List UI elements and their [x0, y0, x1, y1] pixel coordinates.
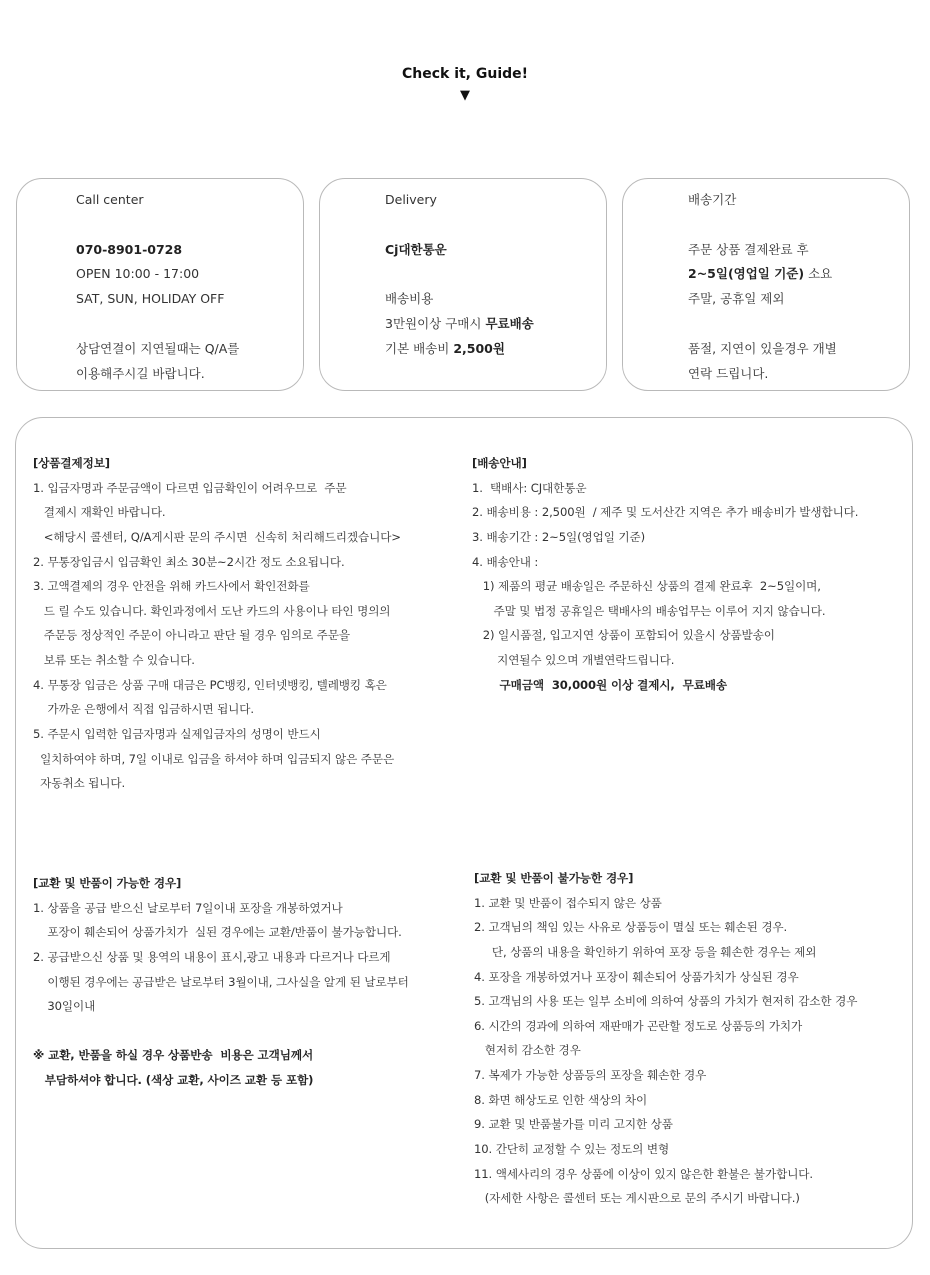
list-item: 단, 상품의 내용을 확인하기 위하여 포장 등을 훼손한 경우는 제외	[474, 944, 817, 959]
list-item: 현저히 감소한 경우	[474, 1043, 581, 1058]
card-title: Call center	[76, 192, 144, 207]
payment-info-section	[33, 451, 401, 796]
list-item: 11. 액세사리의 경우 상품에 이상이 있지 않은한 환불은 불가합니다.	[474, 1166, 813, 1181]
list-item: 1. 상품을 공급 받으신 날로부터 7일이내 포장을 개봉하였거나	[33, 900, 343, 915]
soldout-notice: 품절, 지연이 있을경우 개별	[688, 340, 837, 356]
base-shipping-info: 기본 배송비 2,500원	[385, 340, 505, 356]
list-item: 자동취소 됩니다.	[33, 776, 126, 791]
shipping-cost-label: 배송비용	[385, 291, 434, 307]
list-item: 2) 일시품절, 입고지연 상품이 포함되어 있을시 상품발송이	[472, 628, 775, 643]
free-shipping-highlight: 무료배송	[485, 315, 534, 331]
shipping-info-section	[472, 451, 858, 697]
delivery-period-card	[622, 178, 910, 391]
base-shipping-highlight: 2,500원	[453, 340, 505, 356]
list-item: 8. 화면 해상도로 인한 색상의 차이	[474, 1092, 648, 1107]
list-item: 주문등 정상적인 주문이 아니라고 판단 될 경우 임의로 주문을	[33, 628, 350, 643]
list-item: 4. 배송안내 :	[472, 554, 539, 569]
list-item: 1. 입금자명과 주문금액이 다르면 입금확인이 어려우므로 주문	[33, 480, 347, 495]
period-days-highlight: 2~5일(영업일 기준)	[688, 266, 805, 282]
list-item: 5. 고객님의 사용 또는 일부 소비에 의하여 상품의 가치가 현저히 감소한 경우	[474, 994, 858, 1009]
period-info: 주문 상품 결제완료 후	[688, 241, 809, 257]
open-hours: OPEN 10:00 - 17:00	[76, 266, 200, 282]
qa-notice: 이용해주시길 바랍니다.	[76, 365, 205, 381]
list-item: 7. 복제가 가능한 상품등의 포장을 훼손한 경우	[474, 1068, 707, 1083]
list-item: 1. 교환 및 반품이 접수되지 않은 상품	[474, 895, 662, 910]
list-item: 3. 배송기간 : 2~5일(영업일 기준)	[472, 529, 646, 544]
delivery-card	[319, 178, 607, 391]
list-item: 2. 고객님의 책임 있는 사유로 상품등이 멸실 또는 훼손된 경우.	[474, 920, 788, 935]
list-item: 4. 포장을 개봉하였거나 포장이 훼손되어 상품가치가 상실된 경우	[474, 969, 799, 984]
free-shipping-notice: 구매금액 30,000원 이상 결제시, 무료배송	[472, 677, 728, 692]
card-title: 배송기간	[688, 192, 737, 207]
list-item: 30일이내	[33, 999, 96, 1014]
list-item: 5. 주문시 입력한 입금자명과 실제입금자의 성명이 반드시	[33, 727, 321, 742]
list-item: 3. 고액결제의 경우 안전을 위해 카드사에서 확인전화를	[33, 579, 310, 594]
section-heading: [배송안내]	[472, 456, 527, 470]
closed-days: SAT, SUN, HOLIDAY OFF	[76, 291, 225, 307]
list-item: 10. 간단히 교정할 수 있는 정도의 변형	[474, 1142, 670, 1157]
return-cost-notice: 부담하셔야 합니다. (색상 교환, 사이즈 교환 등 포함)	[33, 1073, 314, 1088]
soldout-notice: 연락 드립니다.	[688, 365, 769, 381]
section-heading: [상품결제정보]	[33, 456, 110, 470]
list-item: 2. 배송비용 : 2,500원 / 제주 및 도서산간 지역은 추가 배송비가 발생합니다.	[472, 505, 859, 520]
list-item: 9. 교환 및 반품불가를 미리 고지한 상품	[474, 1117, 673, 1132]
list-item: 가까운 은행에서 직접 입금하시면 됩니다.	[33, 702, 254, 717]
list-item: 드 릴 수도 있습니다. 확인과정에서 도난 카드의 사용이나 타인 명의의	[33, 603, 391, 618]
qa-notice: 상담연결이 지연될때는 Q/A를	[76, 340, 240, 356]
free-shipping-info: 3만원이상 구매시 무료배송	[385, 315, 534, 331]
list-item: 2. 공급받으신 상품 및 용역의 내용이 표시,광고 내용과 다르거나 다르게	[33, 949, 391, 964]
list-item: 4. 무통장 입금은 상품 구매 대금은 PC뱅킹, 인터넷뱅킹, 텔레뱅킹 혹은	[33, 677, 387, 692]
exchange-possible-section	[33, 871, 409, 1093]
list-item: 지연될수 있으며 개별연락드립니다.	[472, 653, 675, 668]
list-item: 2. 무통장입금시 입금확인 최소 30분~2시간 정도 소요됩니다.	[33, 554, 345, 569]
card-title: Delivery	[385, 192, 437, 207]
period-exclusion: 주말, 공휴일 제외	[688, 291, 785, 307]
list-item: 1) 제품의 평균 배송일은 주문하신 상품의 결제 완료후 2~5일이며,	[472, 579, 821, 594]
call-center-card	[16, 178, 304, 391]
list-item: 포장이 훼손되어 상품가치가 실된 경우에는 교환/반품이 불가능합니다.	[33, 925, 402, 940]
section-heading: [교환 및 반품이 불가능한 경우]	[474, 871, 634, 885]
list-item: 결제시 재확인 바랍니다.	[33, 505, 166, 520]
section-heading: [교환 및 반품이 가능한 경우]	[33, 876, 182, 890]
list-item: 6. 시간의 경과에 의하여 재판매가 곤란할 정도로 상품등의 가치가	[474, 1018, 803, 1033]
down-arrow-icon: ▼	[460, 88, 470, 103]
list-item: (자세한 사항은 콜센터 또는 게시판으로 문의 주시기 바랍니다.)	[474, 1191, 800, 1206]
list-item: 1. 택배사: CJ대한통운	[472, 480, 587, 495]
list-item: <해당시 콜센터, Q/A게시판 문의 주시면 신속히 처리해드리겠습니다>	[33, 529, 401, 544]
exchange-impossible-section	[474, 866, 857, 1211]
list-item: 보류 또는 취소할 수 있습니다.	[33, 653, 195, 668]
list-item: 일치하여야 하며, 7일 이내로 입금을 하셔야 하며 입금되지 않은 주문은	[33, 751, 395, 766]
period-days: 2~5일(영업일 기준) 소요	[688, 266, 833, 282]
return-cost-notice: ※ 교환, 반품을 하실 경우 상품반송 비용은 고객님께서	[33, 1048, 314, 1063]
list-item: 주말 및 법정 공휴일은 택배사의 배송업무는 이루어 지지 않습니다.	[472, 603, 826, 618]
list-item: 이행된 경우에는 공급받은 날로부터 3월이내, 그사실을 알게 된 날로부터	[33, 974, 409, 989]
phone-number: 070-8901-0728	[76, 241, 183, 257]
courier-name: Cj대한통운	[385, 241, 447, 257]
guide-title: Check it, Guide!	[401, 66, 529, 82]
